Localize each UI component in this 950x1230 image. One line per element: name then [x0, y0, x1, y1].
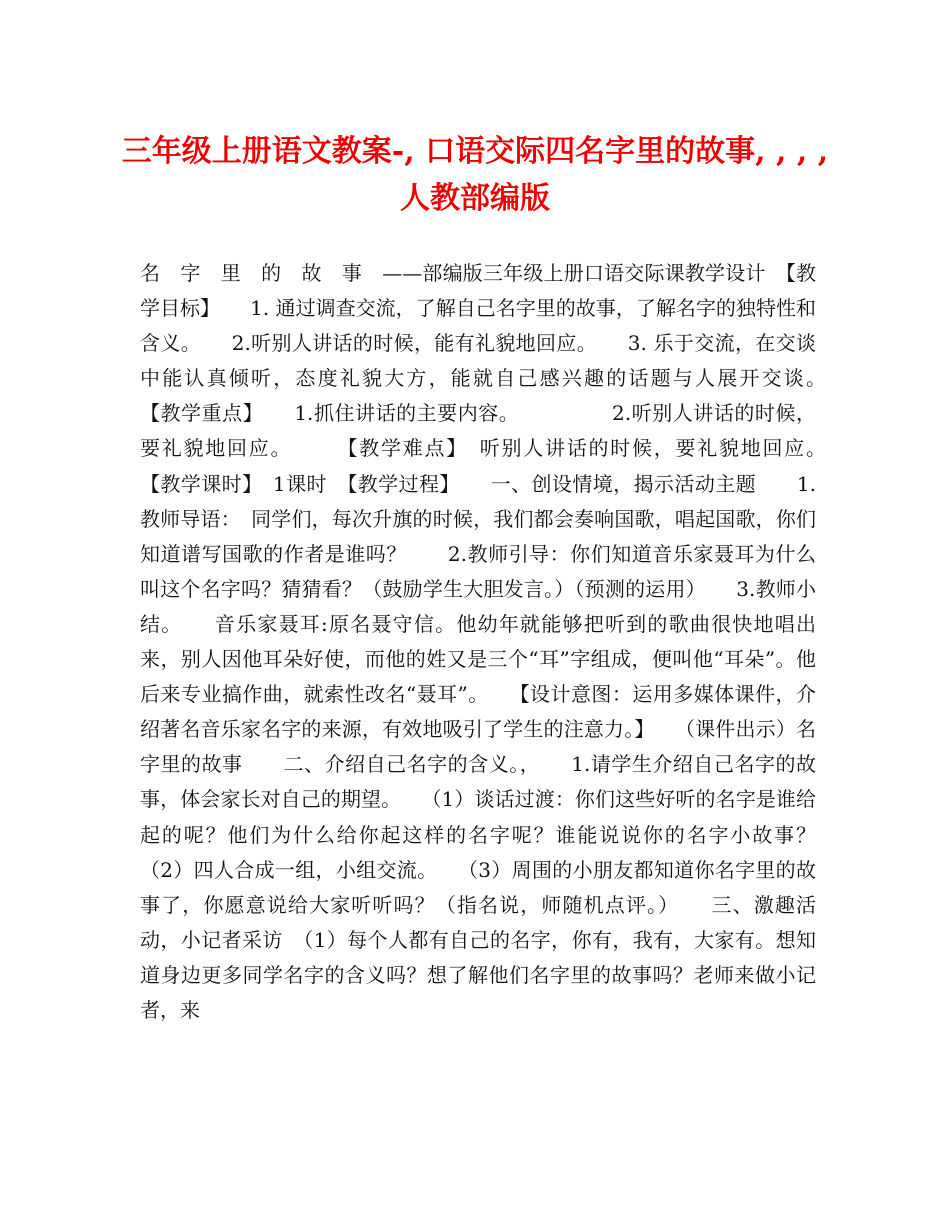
document-body: 名 字 里 的 故 事 ——部编版三年级上册口语交际课教学设计 【教学目标】 1. 通过调查交流，了解自己名字里的故事，了解名字的独特性和含义。 2.听别人讲话的时候，能有礼貌地回应。 3. 乐于交流，在交谈中能认真倾听，态度礼貌大方，能就自己感兴趣的话题与人展开交谈。 【教学重点】 1.抓住讲话的主要内容。 2.听别人讲话的时候，要礼貌地回应。 【教学难点】 听别人讲话的时候，要礼貌地回应。 【教学课时】 1课时 【教学过程】 一、创设情境，揭示活动主题 1.教师导语： 同学们，每次升旗的时候，我们都会奏响国歌，唱起国歌，你们知道谱写国歌的作者是谁吗？ 2.教师引导：你们知道音乐家聂耳为什么叫这个名字吗？猜猜看？（鼓励学生大胆发言。）（预测的运用） 3.教师小结。 音乐家聂耳:原名聂守信。他幼年就能够把听到的歌曲很快地唱出来，别人因他耳朵好使，而他的姓又是三个“耳”字组成，便叫他“耳朵”。他后来专业搞作曲，就索性改名“聂耳”。 【设计意图：运用多媒体课件，介绍著名音乐家名字的来源，有效地吸引了学生的注意力。】 （课件出示）名字里的故事 二、介绍自己名字的含义。， 1.请学生介绍自己名字的故事，体会家长对自己的期望。 （1）谈话过渡：你们这些好听的名字是谁给起的呢？他们为什么给你起这样的名字呢？谁能说说你的名字小故事？ （2）四人合成一组，小组交流。 （3）周围的小朋友都知道你名字里的故事了，你愿意说给大家听听吗？（指名说，师随机点评。） 三、激趣活动，小记者采访 （1）每个人都有自己的名字，你有，我有，大家有。想知道身边更多同学名字的含义吗？想了解他们名字里的故事吗？老师来做小记者，来: [140, 261, 936, 1022]
document-title: 三年级上册语文教案-, 口语交际四名字里的故事, , , , 人教部编版: [121, 134, 829, 216]
